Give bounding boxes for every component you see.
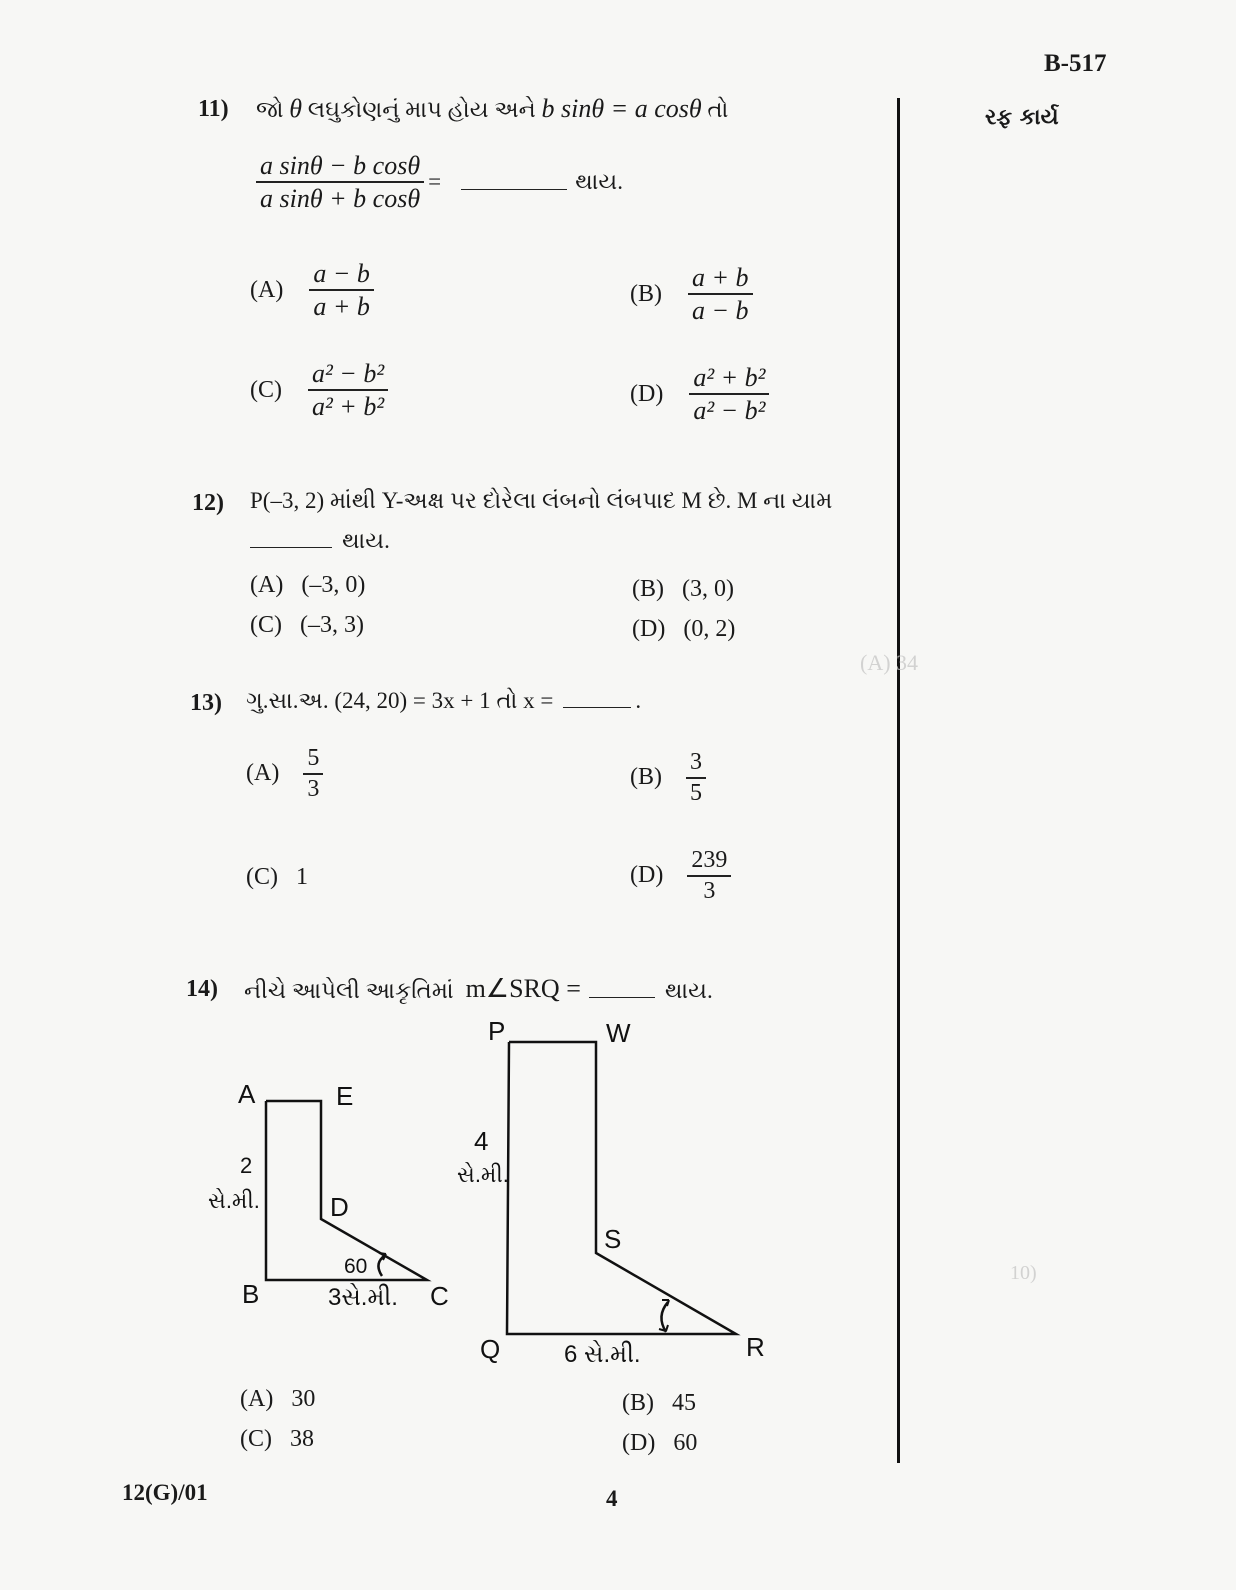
option-label: (B) bbox=[630, 764, 662, 791]
option-value: (–3, 0) bbox=[301, 572, 366, 598]
option-numerator: 5 bbox=[307, 745, 320, 771]
figure-1 bbox=[266, 1101, 427, 1280]
option-numerator: a² − b² bbox=[312, 359, 385, 388]
figure-1-angle: 60 bbox=[344, 1255, 368, 1278]
q14-number: 14) bbox=[186, 976, 218, 1002]
figure-1-outline bbox=[266, 1101, 427, 1280]
option-label: (C) bbox=[250, 376, 282, 403]
option-label: (C) bbox=[240, 1426, 272, 1452]
q14-option-b bbox=[622, 1390, 696, 1417]
q11-number: 11) bbox=[198, 96, 229, 122]
figure-1-label-c: C bbox=[430, 1281, 449, 1311]
option-denominator: a + b bbox=[313, 292, 370, 322]
figure-1-label-b: B bbox=[242, 1279, 260, 1309]
figure-1-side-unit: સે.મી. bbox=[208, 1188, 260, 1213]
option-label: (D) bbox=[622, 1430, 656, 1456]
figure-2-label-s: S bbox=[604, 1224, 622, 1254]
figure-2 bbox=[507, 1042, 736, 1334]
option-numerator: a² + b² bbox=[693, 363, 766, 392]
q14-option-d bbox=[622, 1430, 697, 1457]
q11-mid: લઘુકોણનું માપ હોય અને bbox=[307, 97, 536, 122]
option-denominator: a² + b² bbox=[312, 392, 385, 422]
figure-1-label-e: E bbox=[336, 1081, 354, 1111]
option-value: (3, 0) bbox=[682, 576, 734, 602]
q13-prompt: ગુ.સા.અ. (24, 20) = 3x + 1 તો x = bbox=[246, 688, 554, 713]
option-label: (D) bbox=[632, 616, 666, 642]
q12-number: 12) bbox=[192, 490, 224, 516]
figure-2-label-p: P bbox=[488, 1016, 506, 1046]
option-numerator: 239 bbox=[691, 847, 728, 873]
option-label: (A) bbox=[250, 276, 284, 303]
option-numerator: a + b bbox=[692, 263, 749, 292]
option-denominator: 3 bbox=[307, 775, 320, 802]
option-value: 45 bbox=[672, 1390, 696, 1416]
paper-footer-code: 12(G)/01 bbox=[122, 1480, 208, 1505]
page-number: 4 bbox=[606, 1486, 618, 1511]
q11-suffix: તો bbox=[707, 97, 729, 122]
option-label: (A) bbox=[246, 760, 280, 787]
option-label: (A) bbox=[240, 1386, 274, 1412]
rough-work-label: રફ કાર્ય bbox=[985, 104, 1059, 130]
figure-2-base: 6 સે.મી. bbox=[564, 1341, 641, 1368]
q12-tail: થાય. bbox=[342, 528, 390, 553]
figure-1-base: 3સે.મી. bbox=[328, 1284, 398, 1311]
q11-prefix: જો bbox=[256, 97, 284, 122]
q14-angle: m∠SRQ = bbox=[465, 974, 581, 1003]
option-label: (C) bbox=[246, 864, 278, 890]
figure-1-label-a: A bbox=[238, 1079, 256, 1109]
q13-tail: . bbox=[635, 688, 642, 713]
option-value: (–3, 3) bbox=[300, 612, 364, 638]
option-numerator: 3 bbox=[690, 749, 702, 775]
figure-2-side-unit: સે.મી. bbox=[457, 1162, 509, 1187]
figure-1-side-value: 2 bbox=[240, 1153, 253, 1178]
q14-option-a bbox=[240, 1386, 315, 1413]
option-denominator: a² − b² bbox=[693, 396, 766, 426]
q14-tail: થાય. bbox=[664, 978, 713, 1003]
bleed-through-text: (A) 34 bbox=[860, 650, 919, 675]
q12-text: P(–3, 2) માંથી Y-અક્ષ પર દોરેલા લંબનો લંબપાદ M છે. M ના યામ bbox=[250, 488, 833, 513]
q11-numerator: a sinθ − b cosθ bbox=[260, 151, 421, 180]
q14-prompt: નીચે આપેલી આકૃતિમાં bbox=[244, 978, 454, 1003]
option-label: (C) bbox=[250, 612, 282, 638]
option-denominator: 5 bbox=[690, 779, 702, 806]
option-value: (0, 2) bbox=[683, 616, 736, 642]
option-label: (B) bbox=[632, 576, 664, 602]
paper-code: B-517 bbox=[1044, 50, 1107, 77]
figure-2-label-q: Q bbox=[480, 1334, 501, 1364]
q11-denominator: a sinθ + b cosθ bbox=[260, 184, 421, 214]
figure-2-label-w: W bbox=[606, 1018, 631, 1048]
option-denominator: 3 bbox=[703, 877, 716, 904]
option-value: 38 bbox=[290, 1426, 314, 1452]
option-value: 30 bbox=[291, 1386, 316, 1412]
figure-2-label-r: R bbox=[746, 1332, 765, 1362]
option-value: 60 bbox=[673, 1430, 698, 1456]
option-label: (A) bbox=[250, 572, 284, 598]
q14-option-c bbox=[240, 1426, 314, 1453]
q11-tail: થાય. bbox=[575, 169, 623, 195]
option-denominator: a − b bbox=[692, 296, 749, 326]
option-label: (B) bbox=[630, 280, 662, 307]
q11-equals: = bbox=[428, 169, 442, 195]
q11-condition: b sinθ = a cosθ bbox=[541, 94, 702, 123]
option-label: (D) bbox=[630, 862, 664, 889]
bleed-through-text: 10) bbox=[1010, 1262, 1037, 1284]
figure-1-label-d: D bbox=[330, 1192, 349, 1222]
q11-theta: θ bbox=[289, 94, 303, 123]
option-label: (D) bbox=[630, 380, 664, 407]
option-label: (B) bbox=[622, 1390, 654, 1416]
figure-2-outline bbox=[507, 1042, 736, 1334]
option-value: 1 bbox=[296, 864, 308, 890]
option-numerator: a − b bbox=[313, 259, 370, 288]
figure-2-side-value: 4 bbox=[474, 1126, 489, 1156]
q13-number: 13) bbox=[190, 690, 222, 716]
